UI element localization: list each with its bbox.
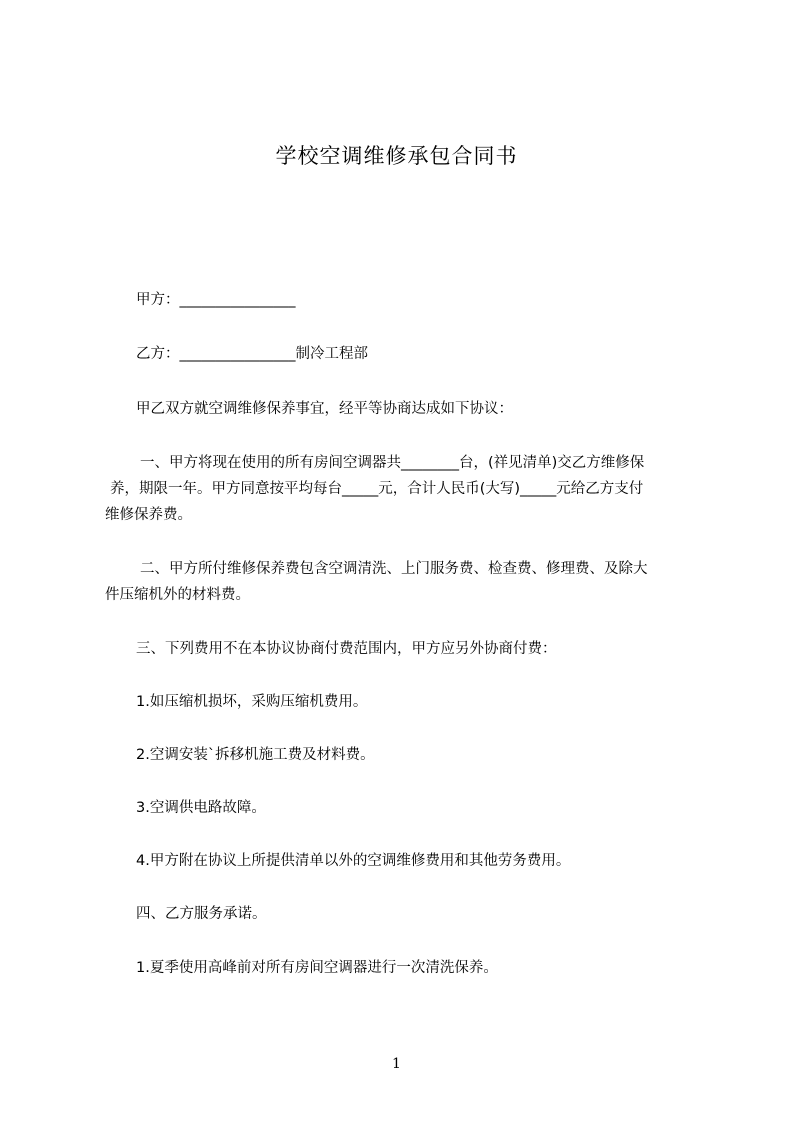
clause-3-heading: 三、下列费用不在本协议协商付费范围内，甲方应另外协商付费： <box>136 641 557 657</box>
clause-2-line-2: 件压缩机外的材料费。 <box>105 587 250 603</box>
clause-1-line-2: 养，期限一年。甲方同意按平均每台_____元，合计人民币(大写)_____元给乙方支付 <box>110 481 644 497</box>
clause-1-line-1: 一、甲方将现在使用的所有房间空调器共________台，(祥见清单)交乙方维修保 <box>140 455 645 471</box>
page-number: 1 <box>392 1056 401 1072</box>
intro-paragraph: 甲乙双方就空调维修保养事宜，经平等协商达成如下协议： <box>136 401 513 417</box>
clause-1-line-3: 维修保养费。 <box>105 507 192 523</box>
clause-3-item-4: 4.甲方附在协议上所提供清单以外的空调维修费用和其他劳务费用。 <box>136 853 571 869</box>
party-a-line: 甲方：________________ <box>136 292 296 308</box>
clause-2-line-1: 二、甲方所付维修保养费包含空调清洗、上门服务费、检查费、修理费、及除大 <box>140 561 648 577</box>
document-title: 学校空调维修承包合同书 <box>275 144 518 168</box>
clause-3-item-1: 1.如压缩机损坏，采购压缩机费用。 <box>136 694 368 710</box>
clause-4-heading: 四、乙方服务承诺。 <box>136 906 267 922</box>
clause-3-item-2: 2.空调安装`拆移机施工费及材料费。 <box>136 747 375 763</box>
party-b-line: 乙方：________________制冷工程部 <box>136 346 368 362</box>
clause-4-item-1: 1.夏季使用高峰前对所有房间空调器进行一次清洗保养。 <box>136 960 498 976</box>
clause-3-item-3: 3.空调供电路故障。 <box>136 800 266 816</box>
